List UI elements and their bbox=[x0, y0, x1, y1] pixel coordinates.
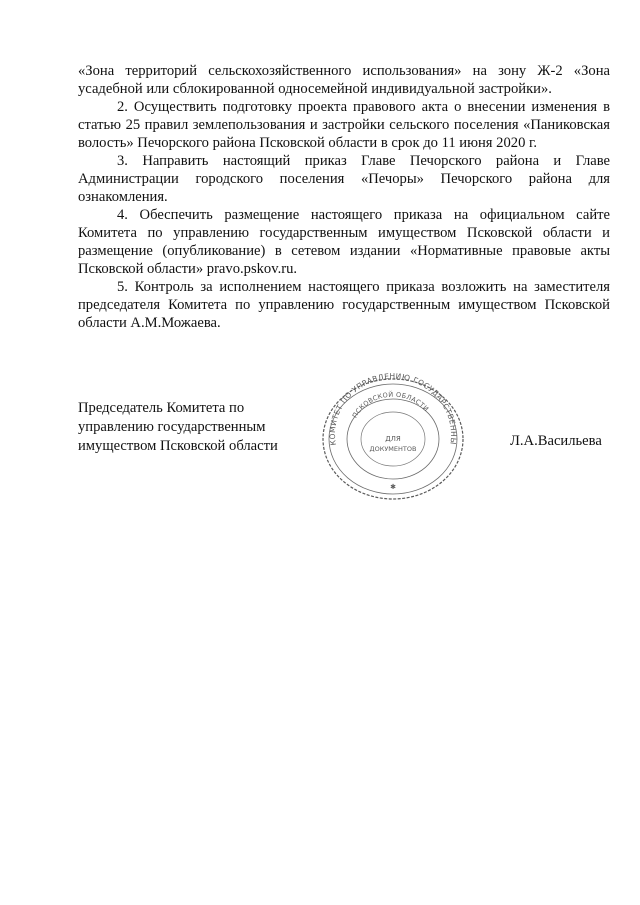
seal-center-line-2: ДОКУМЕНТОВ bbox=[369, 445, 417, 453]
seal-star-icon: ✱ bbox=[390, 483, 396, 491]
document-body bbox=[78, 62, 610, 332]
signer-name: Л.А.Васильева bbox=[510, 433, 602, 449]
signer-title-line-1: Председатель Комитета по bbox=[78, 400, 245, 416]
seal-center-line-1: ДЛЯ bbox=[385, 435, 401, 443]
official-seal bbox=[298, 373, 488, 503]
signer-title-line-2: управлению государственным bbox=[78, 419, 266, 435]
paragraph-zone-continuation: «Зона территорий сельскохозяйственного использования» на зону Ж-2 «Зона усадебной или сблокированной односемейной индивидуальной застройки». bbox=[78, 63, 610, 97]
paragraph-item-2: 2. Осуществить подготовку проекта правового акта о внесении изменения в статью 25 правил землепользования и застройки сельского поселения «Паниковская волость» Печорского района Псковской области в срок до 11 июня 2020 г. bbox=[78, 99, 610, 151]
seal-inner-lettering: ПСКОВСКОЙ ОБЛАСТИ bbox=[350, 390, 431, 420]
paragraph-item-3: 3. Направить настоящий приказ Главе Печорского района и Главе Администрации городского поселения «Печоры» Печорского района для ознакомления. bbox=[78, 153, 610, 205]
paragraph-item-4: 4. Обеспечить размещение настоящего приказа на официальном сайте Комитета по управлению государственным имуществом Псковской области и размещение (опубликование) в сетевом издании «Нормативные правовые акты Псковской области» pravo.pskov.ru. bbox=[78, 207, 610, 277]
signer-title-line-3: имуществом Псковской области bbox=[78, 438, 278, 454]
seal-stamp-icon bbox=[298, 373, 488, 503]
signer-title bbox=[78, 399, 278, 456]
seal-outer-lettering: КОМИТЕТ ПО УПРАВЛЕНИЮ ГОСУДАРСТВЕННЫ bbox=[327, 373, 459, 447]
paragraph-item-5: 5. Контроль за исполнением настоящего приказа возложить на заместителя председателя Комитета по управлению государственным имуществом Псковской области А.М.Можаева. bbox=[78, 279, 610, 331]
